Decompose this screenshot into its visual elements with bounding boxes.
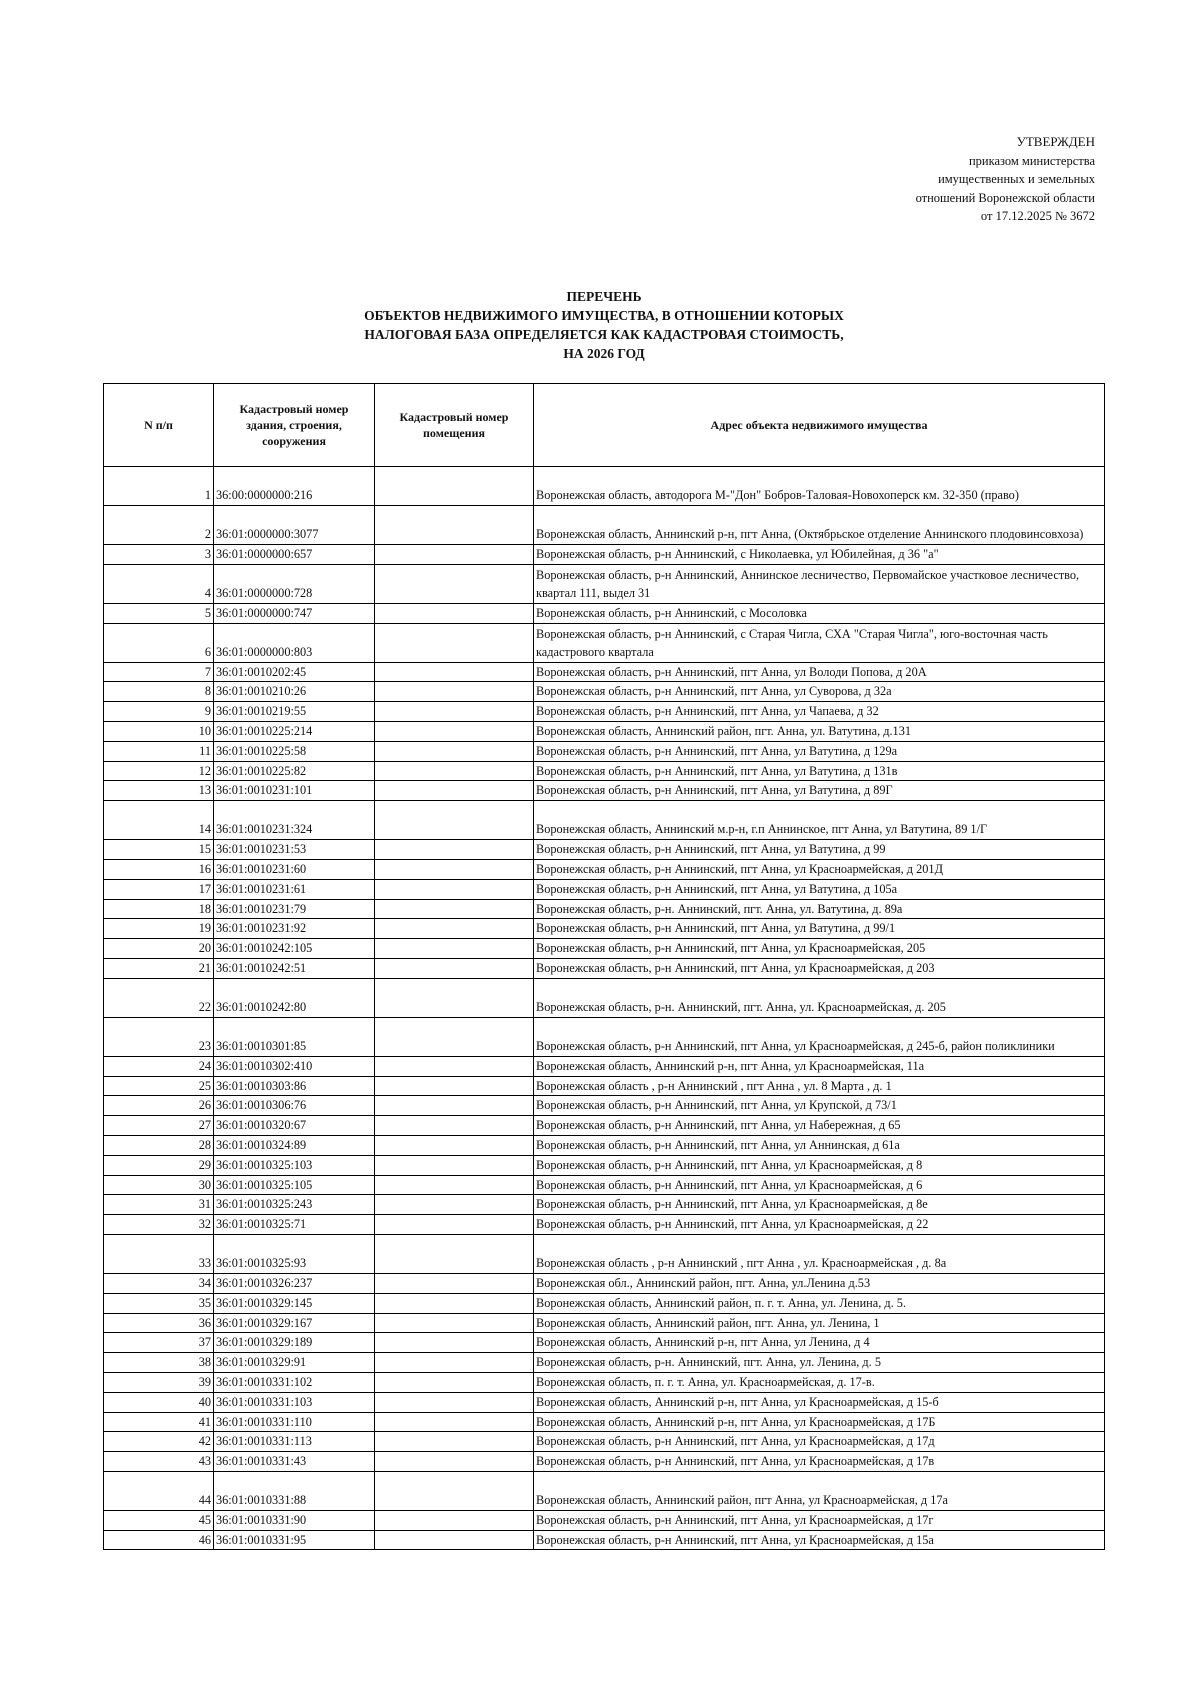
row-number: 44 xyxy=(104,1471,214,1510)
row-number: 35 xyxy=(104,1293,214,1313)
row-number: 4 xyxy=(104,564,214,603)
row-number: 2 xyxy=(104,506,214,545)
room-cadastral-number xyxy=(375,1096,534,1116)
building-cadastral-number: 36:01:0010329:145 xyxy=(214,1293,375,1313)
header-room-cadastral: Кадастровый номер помещения xyxy=(375,384,534,467)
room-cadastral-number xyxy=(375,1195,534,1215)
row-number: 27 xyxy=(104,1116,214,1136)
room-cadastral-number xyxy=(375,1452,534,1472)
building-cadastral-number: 36:01:0010331:113 xyxy=(214,1432,375,1452)
room-cadastral-number xyxy=(375,1333,534,1353)
row-number: 16 xyxy=(104,859,214,879)
building-cadastral-number: 36:01:0010225:58 xyxy=(214,741,375,761)
object-address: Воронежская область, р-н Аннинский, пгт Анна, ул Красноармейская, д 17в xyxy=(534,1452,1105,1472)
building-cadastral-number: 36:01:0010231:60 xyxy=(214,859,375,879)
row-number: 41 xyxy=(104,1412,214,1432)
room-cadastral-number xyxy=(375,1234,534,1273)
room-cadastral-number xyxy=(375,467,534,506)
row-number: 22 xyxy=(104,978,214,1017)
room-cadastral-number xyxy=(375,1412,534,1432)
approval-date: от 17.12.2025 № 3672 xyxy=(980,209,1095,223)
building-cadastral-number: 36:01:0010302:410 xyxy=(214,1056,375,1076)
row-number: 17 xyxy=(104,879,214,899)
table-row xyxy=(104,1471,1105,1510)
row-number: 10 xyxy=(104,721,214,741)
building-cadastral-number: 36:01:0010320:67 xyxy=(214,1116,375,1136)
table-row xyxy=(104,761,1105,781)
row-number: 28 xyxy=(104,1135,214,1155)
room-cadastral-number xyxy=(375,1313,534,1333)
row-number: 15 xyxy=(104,840,214,860)
row-number: 25 xyxy=(104,1076,214,1096)
object-address: Воронежская область, п. г. т. Анна, ул. Красноармейская, д. 17-в. xyxy=(534,1372,1105,1392)
title-line: ПЕРЕЧЕНЬ xyxy=(566,289,642,304)
row-number: 8 xyxy=(104,682,214,702)
room-cadastral-number xyxy=(375,761,534,781)
object-address: Воронежская область, р-н Аннинский, пгт Анна, ул Красноармейская, д 203 xyxy=(534,958,1105,978)
room-cadastral-number xyxy=(375,702,534,722)
room-cadastral-number xyxy=(375,1372,534,1392)
object-address: Воронежская область, р-н Аннинский, пгт Анна, ул Красноармейская, д 15а xyxy=(534,1530,1105,1550)
room-cadastral-number xyxy=(375,801,534,840)
room-cadastral-number xyxy=(375,1135,534,1155)
room-cadastral-number xyxy=(375,899,534,919)
building-cadastral-number: 36:01:0010329:167 xyxy=(214,1313,375,1333)
object-address: Воронежская область, Аннинский р-н, пгт Анна, ул Красноармейская, 11а xyxy=(534,1056,1105,1076)
object-address: Воронежская область, р-н Аннинский, пгт Анна, ул Володи Попова, д 20А xyxy=(534,662,1105,682)
building-cadastral-number: 36:01:0010231:324 xyxy=(214,801,375,840)
table-row xyxy=(104,506,1105,545)
building-cadastral-number: 36:01:0010326:237 xyxy=(214,1273,375,1293)
building-cadastral-number: 36:01:0010303:86 xyxy=(214,1076,375,1096)
table-row xyxy=(104,1195,1105,1215)
room-cadastral-number xyxy=(375,545,534,565)
table-row xyxy=(104,859,1105,879)
row-number: 19 xyxy=(104,919,214,939)
object-address: Воронежская область, р-н Аннинский, пгт Анна, ул Ватутина, д 99 xyxy=(534,840,1105,860)
table-row xyxy=(104,741,1105,761)
object-address: Воронежская область, автодорога М-"Дон" Бобров-Таловая-Новохоперск км. 32-350 (право) xyxy=(534,467,1105,506)
object-address: Воронежская область, Аннинский р-н, пгт Анна, ул Красноармейская, д 17Б xyxy=(534,1412,1105,1432)
object-address: Воронежская область, р-н Аннинский, пгт Анна, ул Красноармейская, д 17д xyxy=(534,1432,1105,1452)
building-cadastral-number: 36:01:0010325:243 xyxy=(214,1195,375,1215)
object-address: Воронежская область, Аннинский р-н, пгт Анна, ул Ленина, д 4 xyxy=(534,1333,1105,1353)
table-row xyxy=(104,467,1105,506)
building-cadastral-number: 36:01:0010329:189 xyxy=(214,1333,375,1353)
room-cadastral-number xyxy=(375,741,534,761)
room-cadastral-number xyxy=(375,721,534,741)
object-address: Воронежская область, р-н Аннинский, пгт Анна, ул Набережная, д 65 xyxy=(534,1116,1105,1136)
table-row xyxy=(104,1412,1105,1432)
table-row xyxy=(104,1452,1105,1472)
room-cadastral-number xyxy=(375,1510,534,1530)
row-number: 31 xyxy=(104,1195,214,1215)
building-cadastral-number: 36:01:0010325:71 xyxy=(214,1215,375,1235)
header-number: N п/п xyxy=(104,384,214,467)
row-number: 21 xyxy=(104,958,214,978)
approval-block xyxy=(916,133,1095,226)
row-number: 46 xyxy=(104,1530,214,1550)
row-number: 12 xyxy=(104,761,214,781)
table-row xyxy=(104,1510,1105,1530)
object-address: Воронежская область, р-н Аннинский, пгт Анна, ул Красноармейская, д 6 xyxy=(534,1175,1105,1195)
row-number: 24 xyxy=(104,1056,214,1076)
row-number: 33 xyxy=(104,1234,214,1273)
table-row xyxy=(104,899,1105,919)
row-number: 14 xyxy=(104,801,214,840)
row-number: 43 xyxy=(104,1452,214,1472)
building-cadastral-number: 36:01:0010231:79 xyxy=(214,899,375,919)
building-cadastral-number: 36:01:0010325:93 xyxy=(214,1234,375,1273)
building-cadastral-number: 36:01:0010219:55 xyxy=(214,702,375,722)
room-cadastral-number xyxy=(375,1293,534,1313)
header-building-cadastral: Кадастровый номер здания, строения, сооружения xyxy=(214,384,375,467)
room-cadastral-number xyxy=(375,564,534,603)
room-cadastral-number xyxy=(375,1017,534,1056)
table-row xyxy=(104,564,1105,603)
row-number: 11 xyxy=(104,741,214,761)
table-row xyxy=(104,1215,1105,1235)
table-row xyxy=(104,1234,1105,1273)
building-cadastral-number: 36:01:0010325:105 xyxy=(214,1175,375,1195)
building-cadastral-number: 36:01:0010225:214 xyxy=(214,721,375,741)
row-number: 29 xyxy=(104,1155,214,1175)
table-row xyxy=(104,1076,1105,1096)
building-cadastral-number: 36:01:0010231:101 xyxy=(214,781,375,801)
room-cadastral-number xyxy=(375,662,534,682)
row-number: 42 xyxy=(104,1432,214,1452)
table-row xyxy=(104,1056,1105,1076)
building-cadastral-number: 36:01:0010231:92 xyxy=(214,919,375,939)
building-cadastral-number: 36:01:0010225:82 xyxy=(214,761,375,781)
room-cadastral-number xyxy=(375,1155,534,1175)
row-number: 23 xyxy=(104,1017,214,1056)
row-number: 37 xyxy=(104,1333,214,1353)
object-address: Воронежская область, р-н Аннинский, пгт Анна, ул Красноармейская, д 201Д xyxy=(534,859,1105,879)
row-number: 7 xyxy=(104,662,214,682)
object-address: Воронежская область, Аннинский район, пгт. Анна, ул. Ватутина, д.131 xyxy=(534,721,1105,741)
row-number: 39 xyxy=(104,1372,214,1392)
table-row xyxy=(104,1017,1105,1056)
building-cadastral-number: 36:01:0000000:728 xyxy=(214,564,375,603)
building-cadastral-number: 36:01:0010331:103 xyxy=(214,1392,375,1412)
room-cadastral-number xyxy=(375,1116,534,1136)
room-cadastral-number xyxy=(375,1273,534,1293)
object-address: Воронежская область, р-н Аннинский, с Мосоловка xyxy=(534,603,1105,623)
object-address: Воронежская область, р-н Аннинский, Аннинское лесничество, Первомайское участковое лесничество, квартал 111, выдел 31 xyxy=(534,564,1105,603)
row-number: 36 xyxy=(104,1313,214,1333)
building-cadastral-number: 36:01:0010325:103 xyxy=(214,1155,375,1175)
room-cadastral-number xyxy=(375,1076,534,1096)
room-cadastral-number xyxy=(375,978,534,1017)
building-cadastral-number: 36:01:0010242:80 xyxy=(214,978,375,1017)
object-address: Воронежская область , р-н Аннинский , пгт Анна , ул. Красноармейская , д. 8а xyxy=(534,1234,1105,1273)
row-number: 38 xyxy=(104,1353,214,1373)
row-number: 20 xyxy=(104,939,214,959)
object-address: Воронежская область, р-н. Аннинский, пгт. Анна, ул. Ватутина, д. 89а xyxy=(534,899,1105,919)
room-cadastral-number xyxy=(375,1175,534,1195)
building-cadastral-number: 36:01:0000000:657 xyxy=(214,545,375,565)
row-number: 1 xyxy=(104,467,214,506)
table-row xyxy=(104,1313,1105,1333)
table-row xyxy=(104,1333,1105,1353)
object-address: Воронежская область , р-н Аннинский , пгт Анна , ул. 8 Марта , д. 1 xyxy=(534,1076,1105,1096)
table-row xyxy=(104,1353,1105,1373)
row-number: 26 xyxy=(104,1096,214,1116)
table-row xyxy=(104,623,1105,662)
approval-line: приказом министерства xyxy=(968,153,1095,168)
title-line: ОБЪЕКТОВ НЕДВИЖИМОГО ИМУЩЕСТВА, В ОТНОШЕНИИ КОТОРЫХ xyxy=(364,308,844,323)
table-row xyxy=(104,840,1105,860)
object-address: Воронежская область, р-н Аннинский, пгт Анна, ул Аннинская, д 61а xyxy=(534,1135,1105,1155)
title-line: НА 2026 ГОД xyxy=(563,346,645,361)
object-address: Воронежская область, р-н Аннинский, пгт Анна, ул Красноармейская, 205 xyxy=(534,939,1105,959)
table-row xyxy=(104,919,1105,939)
building-cadastral-number: 36:01:0010306:76 xyxy=(214,1096,375,1116)
row-number: 13 xyxy=(104,781,214,801)
building-cadastral-number: 36:01:0000000:3077 xyxy=(214,506,375,545)
table-row xyxy=(104,1530,1105,1550)
row-number: 30 xyxy=(104,1175,214,1195)
object-address: Воронежская область, р-н Аннинский, пгт Анна, ул Ватутина, д 89Г xyxy=(534,781,1105,801)
room-cadastral-number xyxy=(375,623,534,662)
building-cadastral-number: 36:01:0010324:89 xyxy=(214,1135,375,1155)
table-body xyxy=(104,467,1105,1550)
approval-heading: УТВЕРЖДЕН xyxy=(1016,134,1095,149)
table-row xyxy=(104,879,1105,899)
room-cadastral-number xyxy=(375,939,534,959)
object-address: Воронежская область, Аннинский р-н, пгт Анна, (Октябрьское отделение Аннинского плодовинсовхоза) xyxy=(534,506,1105,545)
table-header-row xyxy=(104,384,1105,467)
building-cadastral-number: 36:01:0000000:803 xyxy=(214,623,375,662)
room-cadastral-number xyxy=(375,1471,534,1510)
object-address: Воронежская область, р-н Аннинский, пгт Анна, ул Ватутина, д 131в xyxy=(534,761,1105,781)
room-cadastral-number xyxy=(375,781,534,801)
row-number: 34 xyxy=(104,1273,214,1293)
object-address: Воронежская область, р-н Аннинский, пгт Анна, ул Чапаева, д 32 xyxy=(534,702,1105,722)
title-line: НАЛОГОВАЯ БАЗА ОПРЕДЕЛЯЕТСЯ КАК КАДАСТРОВАЯ СТОИМОСТЬ, xyxy=(364,327,844,342)
object-address: Воронежская обл., Аннинский район, пгт. Анна, ул.Ленина д.53 xyxy=(534,1273,1105,1293)
row-number: 6 xyxy=(104,623,214,662)
row-number: 18 xyxy=(104,899,214,919)
building-cadastral-number: 36:01:0010329:91 xyxy=(214,1353,375,1373)
row-number: 45 xyxy=(104,1510,214,1530)
table-row xyxy=(104,781,1105,801)
table-row xyxy=(104,702,1105,722)
building-cadastral-number: 36:00:0000000:216 xyxy=(214,467,375,506)
table-row xyxy=(104,978,1105,1017)
building-cadastral-number: 36:01:0010231:53 xyxy=(214,840,375,860)
room-cadastral-number xyxy=(375,840,534,860)
object-address: Воронежская область, Аннинский р-н, пгт Анна, ул Красноармейская, д 15-б xyxy=(534,1392,1105,1412)
room-cadastral-number xyxy=(375,1530,534,1550)
room-cadastral-number xyxy=(375,1432,534,1452)
object-address: Воронежская область, р-н Аннинский, пгт Анна, ул Суворова, д 32а xyxy=(534,682,1105,702)
building-cadastral-number: 36:01:0010202:45 xyxy=(214,662,375,682)
document-title xyxy=(104,287,1104,363)
building-cadastral-number: 36:01:0010331:110 xyxy=(214,1412,375,1432)
building-cadastral-number: 36:01:0010331:90 xyxy=(214,1510,375,1530)
approval-line: отношений Воронежской области xyxy=(915,190,1095,205)
table-row xyxy=(104,721,1105,741)
object-address: Воронежская область, р-н Аннинский, с Николаевка, ул Юбилейная, д 36 "а" xyxy=(534,545,1105,565)
object-address: Воронежская область, р-н Аннинский, пгт Анна, ул Крупской, д 73/1 xyxy=(534,1096,1105,1116)
building-cadastral-number: 36:01:0010331:95 xyxy=(214,1530,375,1550)
building-cadastral-number: 36:01:0000000:747 xyxy=(214,603,375,623)
table-row xyxy=(104,1392,1105,1412)
table-row xyxy=(104,939,1105,959)
building-cadastral-number: 36:01:0010331:88 xyxy=(214,1471,375,1510)
room-cadastral-number xyxy=(375,879,534,899)
row-number: 32 xyxy=(104,1215,214,1235)
object-address: Воронежская область, р-н Аннинский, пгт Анна, ул Ватутина, д 129а xyxy=(534,741,1105,761)
room-cadastral-number xyxy=(375,919,534,939)
object-address: Воронежская область, р-н. Аннинский, пгт. Анна, ул. Ленина, д. 5 xyxy=(534,1353,1105,1373)
table-row xyxy=(104,1135,1105,1155)
table-row xyxy=(104,1116,1105,1136)
object-address: Воронежская область, р-н. Аннинский, пгт. Анна, ул. Красноармейская, д. 205 xyxy=(534,978,1105,1017)
row-number: 3 xyxy=(104,545,214,565)
room-cadastral-number xyxy=(375,603,534,623)
room-cadastral-number xyxy=(375,1392,534,1412)
table-row xyxy=(104,958,1105,978)
room-cadastral-number xyxy=(375,682,534,702)
object-address: Воронежская область, Аннинский м.р-н, г.п Аннинское, пгт Анна, ул Ватутина, 89 1/Г xyxy=(534,801,1105,840)
building-cadastral-number: 36:01:0010331:43 xyxy=(214,1452,375,1472)
object-address: Воронежская область, Аннинский район, пгт Анна, ул Красноармейская, д 17а xyxy=(534,1471,1105,1510)
table-row xyxy=(104,1096,1105,1116)
table-row xyxy=(104,1273,1105,1293)
table-row xyxy=(104,1175,1105,1195)
table-row xyxy=(104,603,1105,623)
table-row xyxy=(104,1432,1105,1452)
building-cadastral-number: 36:01:0010301:85 xyxy=(214,1017,375,1056)
object-address: Воронежская область, Аннинский район, пгт. Анна, ул. Ленина, 1 xyxy=(534,1313,1105,1333)
building-cadastral-number: 36:01:0010331:102 xyxy=(214,1372,375,1392)
object-address: Воронежская область, р-н Аннинский, с Старая Чигла, СХА "Старая Чигла", юго-восточная часть кадастрового квартала xyxy=(534,623,1105,662)
property-table xyxy=(103,383,1105,1550)
room-cadastral-number xyxy=(375,1353,534,1373)
row-number: 40 xyxy=(104,1392,214,1412)
room-cadastral-number xyxy=(375,859,534,879)
table-row xyxy=(104,682,1105,702)
object-address: Воронежская область, р-н Аннинский, пгт Анна, ул Ватутина, д 99/1 xyxy=(534,919,1105,939)
building-cadastral-number: 36:01:0010242:51 xyxy=(214,958,375,978)
object-address: Воронежская область, р-н Аннинский, пгт Анна, ул Красноармейская, д 8 xyxy=(534,1155,1105,1175)
object-address: Воронежская область, Аннинский район, п. г. т. Анна, ул. Ленина, д. 5. xyxy=(534,1293,1105,1313)
room-cadastral-number xyxy=(375,1056,534,1076)
table-row xyxy=(104,1372,1105,1392)
table-row xyxy=(104,662,1105,682)
row-number: 5 xyxy=(104,603,214,623)
room-cadastral-number xyxy=(375,1215,534,1235)
object-address: Воронежская область, р-н Аннинский, пгт Анна, ул Красноармейская, д 8е xyxy=(534,1195,1105,1215)
header-address: Адрес объекта недвижимого имущества xyxy=(534,384,1105,467)
row-number: 9 xyxy=(104,702,214,722)
object-address: Воронежская область, р-н Аннинский, пгт Анна, ул Красноармейская, д 22 xyxy=(534,1215,1105,1235)
table-row xyxy=(104,801,1105,840)
table-row xyxy=(104,1155,1105,1175)
object-address: Воронежская область, р-н Аннинский, пгт Анна, ул Красноармейская, д 245-б, район поликлиники xyxy=(534,1017,1105,1056)
table-row xyxy=(104,1293,1105,1313)
room-cadastral-number xyxy=(375,506,534,545)
room-cadastral-number xyxy=(375,958,534,978)
table-row xyxy=(104,545,1105,565)
object-address: Воронежская область, р-н Аннинский, пгт Анна, ул Ватутина, д 105а xyxy=(534,879,1105,899)
building-cadastral-number: 36:01:0010242:105 xyxy=(214,939,375,959)
building-cadastral-number: 36:01:0010210:26 xyxy=(214,682,375,702)
approval-line: имущественных и земельных xyxy=(938,172,1095,186)
building-cadastral-number: 36:01:0010231:61 xyxy=(214,879,375,899)
object-address: Воронежская область, р-н Аннинский, пгт Анна, ул Красноармейская, д 17г xyxy=(534,1510,1105,1530)
